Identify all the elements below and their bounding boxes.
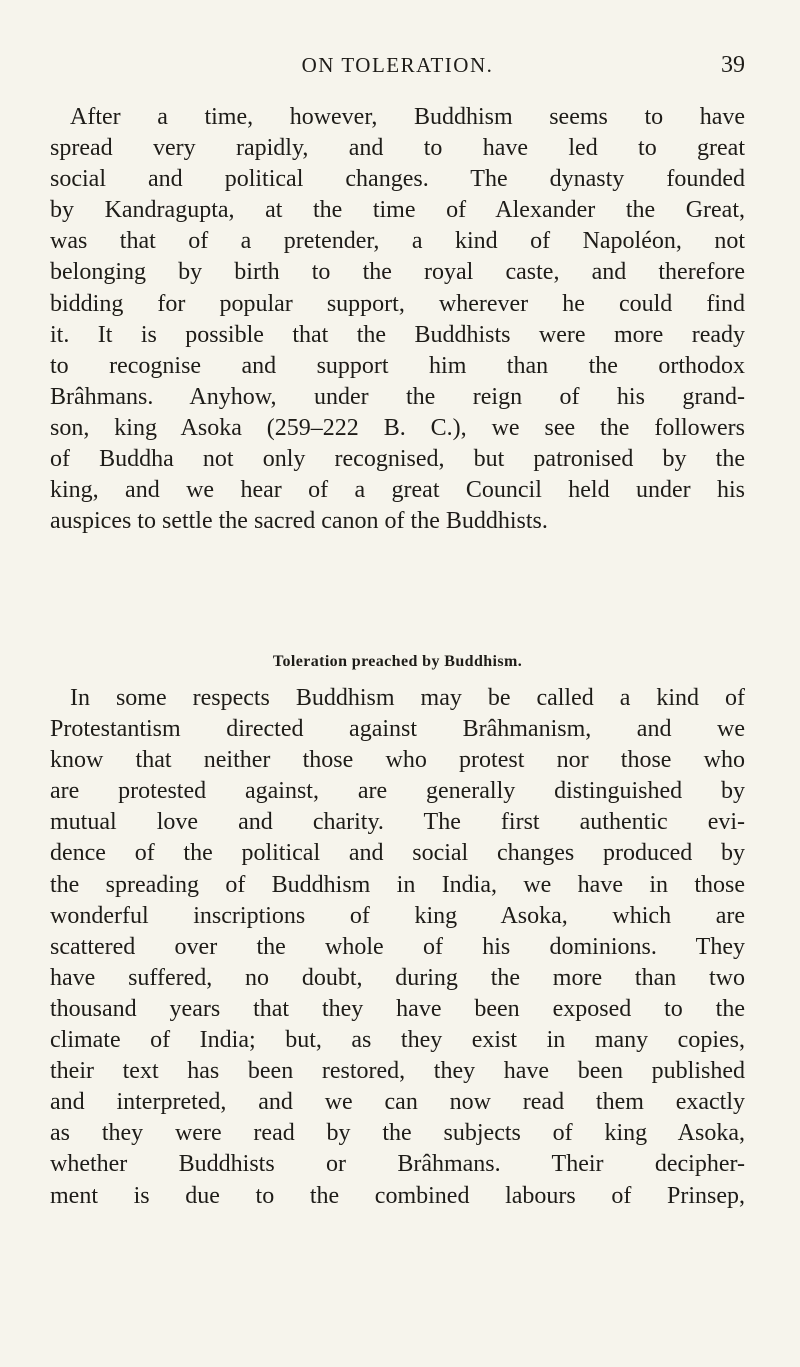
text-line: are protested against, are generally distinguished by [50, 778, 745, 805]
text-line: son, king Asoka (259–222 B. C.), we see the followers [50, 414, 745, 441]
text-line: spread very rapidly, and to have led to great [50, 135, 745, 162]
text-line: wonderful inscriptions of king Asoka, which are [50, 902, 745, 929]
text-line: auspices to settle the sacred canon of the Buddhists. [50, 508, 548, 535]
text-line: climate of India; but, as they exist in many copies, [50, 1027, 745, 1054]
text-line: scattered over the whole of his dominions. They [50, 933, 745, 960]
text-line: Brâhmans. Anyhow, under the reign of his grand- [50, 383, 745, 410]
text-line: In some respects Buddhism may be called a kind of [70, 685, 745, 711]
paragraph-1 [50, 102, 745, 537]
text-line: dence of the political and social changes produced by [50, 840, 745, 867]
text-line: After a time, however, Buddhism seems to have [70, 104, 745, 130]
text-line: was that of a pretender, a kind of Napoléon, not [50, 228, 745, 255]
text-line: know that neither those who protest nor those who [50, 747, 745, 774]
text-line: mutual love and charity. The first authentic evi- [50, 809, 745, 836]
text-line: their text has been restored, they have been published [50, 1058, 745, 1085]
text-line: to recognise and support him than the orthodox [50, 352, 745, 379]
text-line: by Kandragupta, at the time of Alexander the Great, [50, 197, 745, 224]
text-line: the spreading of Buddhism in India, we have in those [50, 871, 745, 898]
section-heading: Toleration preached by Buddhism. [272, 653, 523, 670]
page-number: 39 [721, 52, 745, 78]
running-head [50, 48, 745, 82]
paragraph-2 [50, 683, 745, 1212]
text-line: king, and we hear of a great Council held under his [50, 477, 745, 504]
text-line: and interpreted, and we can now read them exactly [50, 1089, 745, 1116]
text-line: whether Buddhists or Brâhmans. Their decipher- [50, 1151, 745, 1178]
text-line: belonging by birth to the royal caste, and therefore [50, 259, 745, 286]
text-line: thousand years that they have been exposed to the [50, 995, 745, 1022]
text-line: it. It is possible that the Buddhists were more ready [50, 321, 745, 348]
text-line: as they were read by the subjects of king Asoka, [50, 1120, 745, 1147]
text-line: bidding for popular support, wherever he could find [50, 290, 745, 317]
text-line: have suffered, no doubt, during the more than two [50, 964, 745, 991]
text-line: ment is due to the combined labours of Prinsep, [50, 1182, 745, 1209]
text-line: social and political changes. The dynasty founded [50, 166, 745, 193]
running-title: ON TOLERATION. [301, 53, 494, 77]
text-line: Protestantism directed against Brâhmanism, and we [50, 716, 745, 743]
text-line: of Buddha not only recognised, but patronised by the [50, 446, 745, 473]
